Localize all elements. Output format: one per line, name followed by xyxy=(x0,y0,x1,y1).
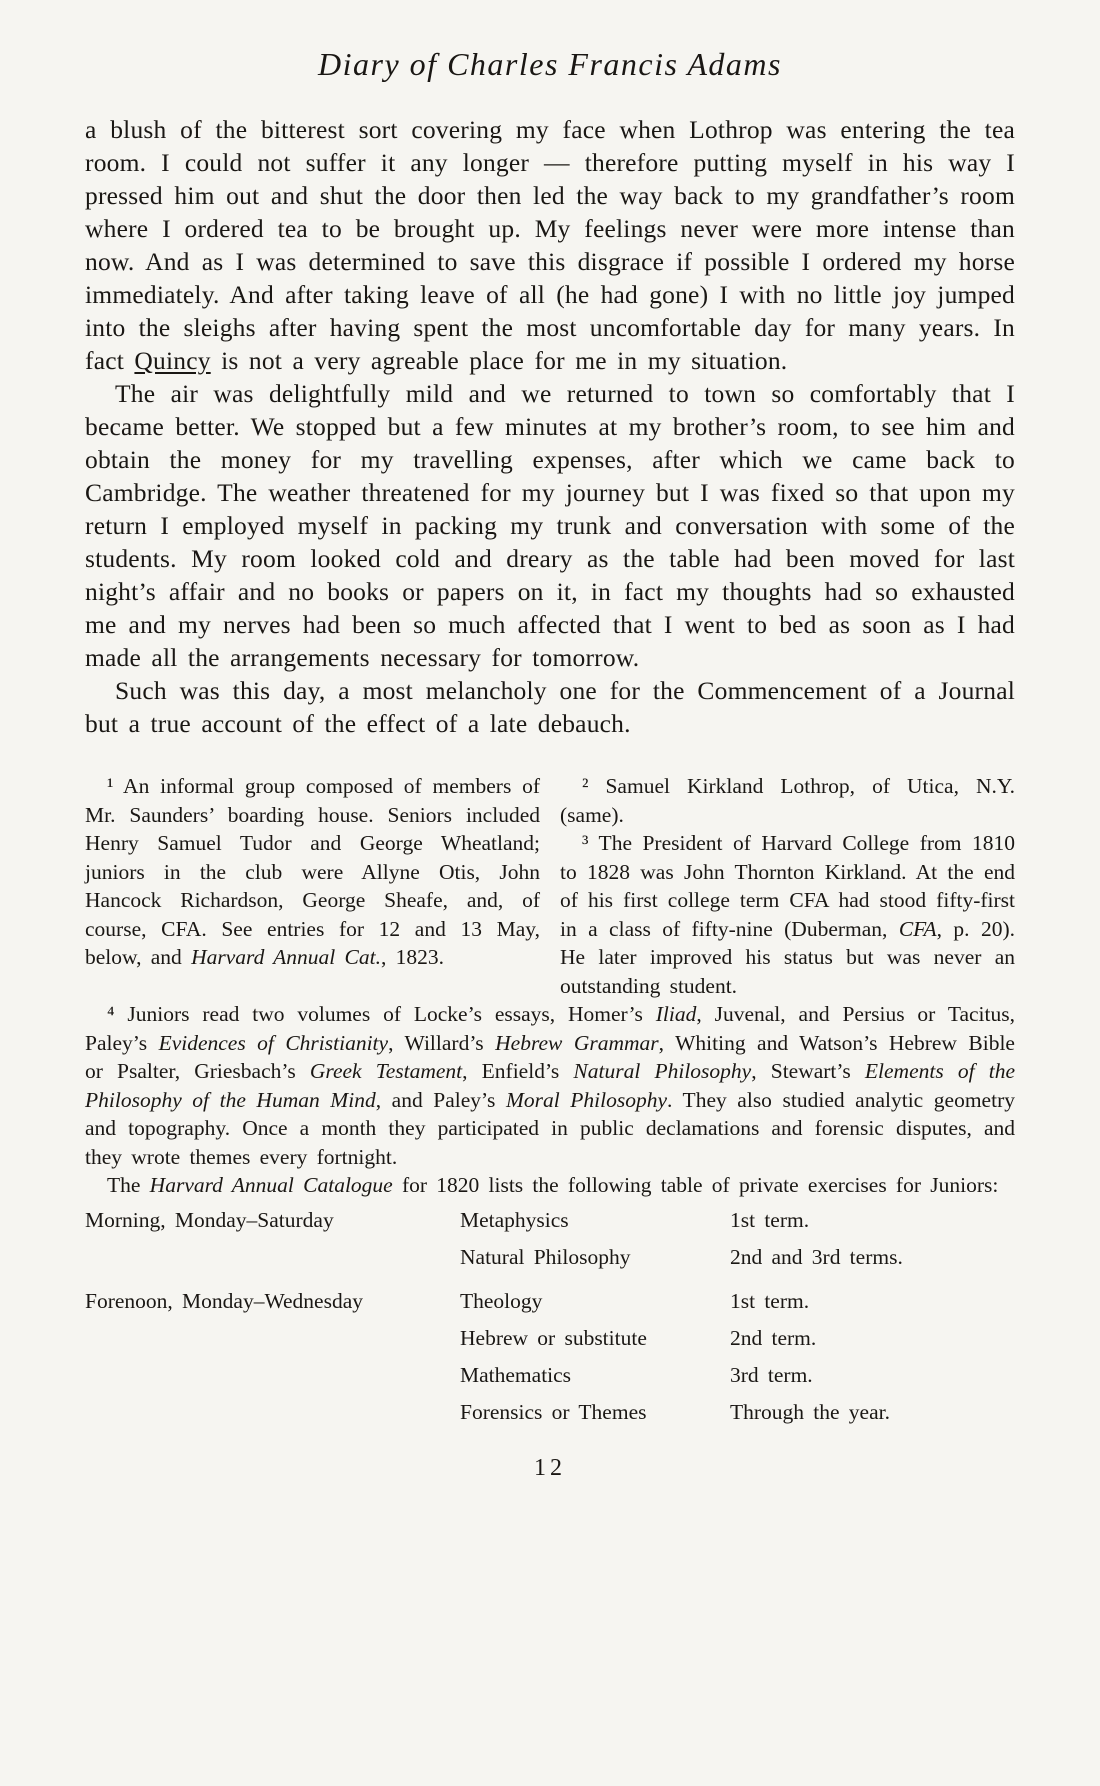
diary-entry-text xyxy=(85,113,1015,740)
table-cell-subject: Theology xyxy=(460,1288,543,1313)
footnote-column-left xyxy=(85,772,540,1000)
body-paragraph-2: The air was delightfully mild and we returned to town so comfortably that I became better. We stopped but a few minutes at my brother’s room, to see him and obtain the money for my travelling expenses, after which we came back to Cambridge. The weather threatened for my journey but I was fixed so that upon my return I employed myself in packing my trunk and conversation with some of the students. My room looked cold and dreary as the table had been moved for last night’s affair and no books or papers on it, in fact my thoughts had so exhausted me and my nerves had been so much affected that I went to bed as soon as I had made all the arrangements necessary for tomorrow. xyxy=(85,379,1015,672)
footnote-column-right xyxy=(560,772,1015,1000)
page-number: 12 xyxy=(534,1454,566,1481)
body-paragraph-3: Such was this day, a most melancholy one for the Commencement of a Journal but a true account of the effect of a late debauch. xyxy=(85,676,1015,738)
footnote-2: ² Samuel Kirkland Lothrop, of Utica, N.Y. (same). xyxy=(560,774,1015,827)
table-row xyxy=(85,1320,1015,1357)
table-cell-schedule xyxy=(85,1394,460,1431)
footnote-1: ¹ An informal group composed of members of Mr. Saunders’ boarding house. Seniors included Henry Samuel Tudor and George Wheatland; juniors in the club were Allyne Otis, John Hancock Richardson, George Sheafe, and, of course, CFA. See entries for 12 and 13 May, below, and Harvard Annual Cat., 1823. xyxy=(85,774,540,969)
page-title: Diary of Charles Francis Adams xyxy=(318,46,782,82)
table-row xyxy=(85,1357,1015,1394)
book-page xyxy=(0,46,1100,1482)
private-exercises-table xyxy=(85,1202,1015,1431)
table-cell-term: 1st term. xyxy=(730,1207,810,1232)
table-cell-schedule: Morning, Monday–Saturday xyxy=(85,1207,334,1232)
table-cell-term: 2nd term. xyxy=(730,1325,817,1350)
footnotes-two-column-block xyxy=(85,772,1015,1000)
table-row xyxy=(85,1394,1015,1431)
table-cell-schedule: Forenoon, Monday–Wednesday xyxy=(85,1288,364,1313)
table-row xyxy=(85,1202,1015,1239)
body-paragraph-1: a blush of the bitterest sort covering my face when Lothrop was entering the tea room. I could not suffer it any longer — therefore putting myself in his way I pressed him out and shut the door then led the way back to my grandfather’s room where I ordered tea to be brought up. My feelings never were more intense than now. And as I was determined to save this disgrace if possible I ordered my horse immediately. And after taking leave of all (he had gone) I with no little joy jumped into the sleighs after having spent the most uncomfortable day for many years. In fact Quincy is not a very agreable place for me in my situation. xyxy=(85,115,1015,375)
table-row xyxy=(85,1239,1015,1276)
table-cell-subject: Natural Philosophy xyxy=(460,1244,631,1269)
table-cell-term: Through the year. xyxy=(730,1399,890,1424)
table-cell-subject: Forensics or Themes xyxy=(460,1399,647,1424)
table-cell-term: 3rd term. xyxy=(730,1362,813,1387)
footnote-3: ³ The President of Harvard College from 1810 to 1828 was John Thornton Kirkland. At the end of his first college term CFA had stood fifty-first in a class of fifty-nine (Duberman, CFA, p. 20). He later improved his status but was never an outstanding student. xyxy=(560,831,1015,998)
table-cell-schedule xyxy=(85,1320,460,1357)
table-cell-subject: Hebrew or substitute xyxy=(460,1325,647,1350)
table-cell-schedule xyxy=(85,1239,460,1276)
table-cell-schedule xyxy=(85,1357,460,1394)
table-row xyxy=(85,1283,1015,1320)
table-cell-subject: Metaphysics xyxy=(460,1207,569,1232)
footnote-4: ⁴ Juniors read two volumes of Locke’s essays, Homer’s Iliad, Juvenal, and Persius or Tacitus, Paley’s Evidences of Christianity, Willard’s Hebrew Grammar, Whiting and Watson’s Hebrew Bible or Psalter, Griesbach’s Greek Testament, Enfield’s Natural Philosophy, Stewart’s Elements of the Philosophy of the Human Mind, and Paley’s Moral Philosophy. They also studied analytic geometry and topography. Once a month they participated in public declamations and forensic disputes, and they wrote themes every fortnight. xyxy=(85,1002,1015,1169)
footnote-4-catalogue-intro: The Harvard Annual Catalogue for 1820 lists the following table of private exercises for Juniors: xyxy=(107,1173,999,1197)
table-cell-term: 1st term. xyxy=(730,1288,810,1313)
table-cell-subject: Mathematics xyxy=(460,1362,572,1387)
footnotes-full-width-block xyxy=(85,1000,1015,1200)
table-cell-term: 2nd and 3rd terms. xyxy=(730,1244,903,1269)
